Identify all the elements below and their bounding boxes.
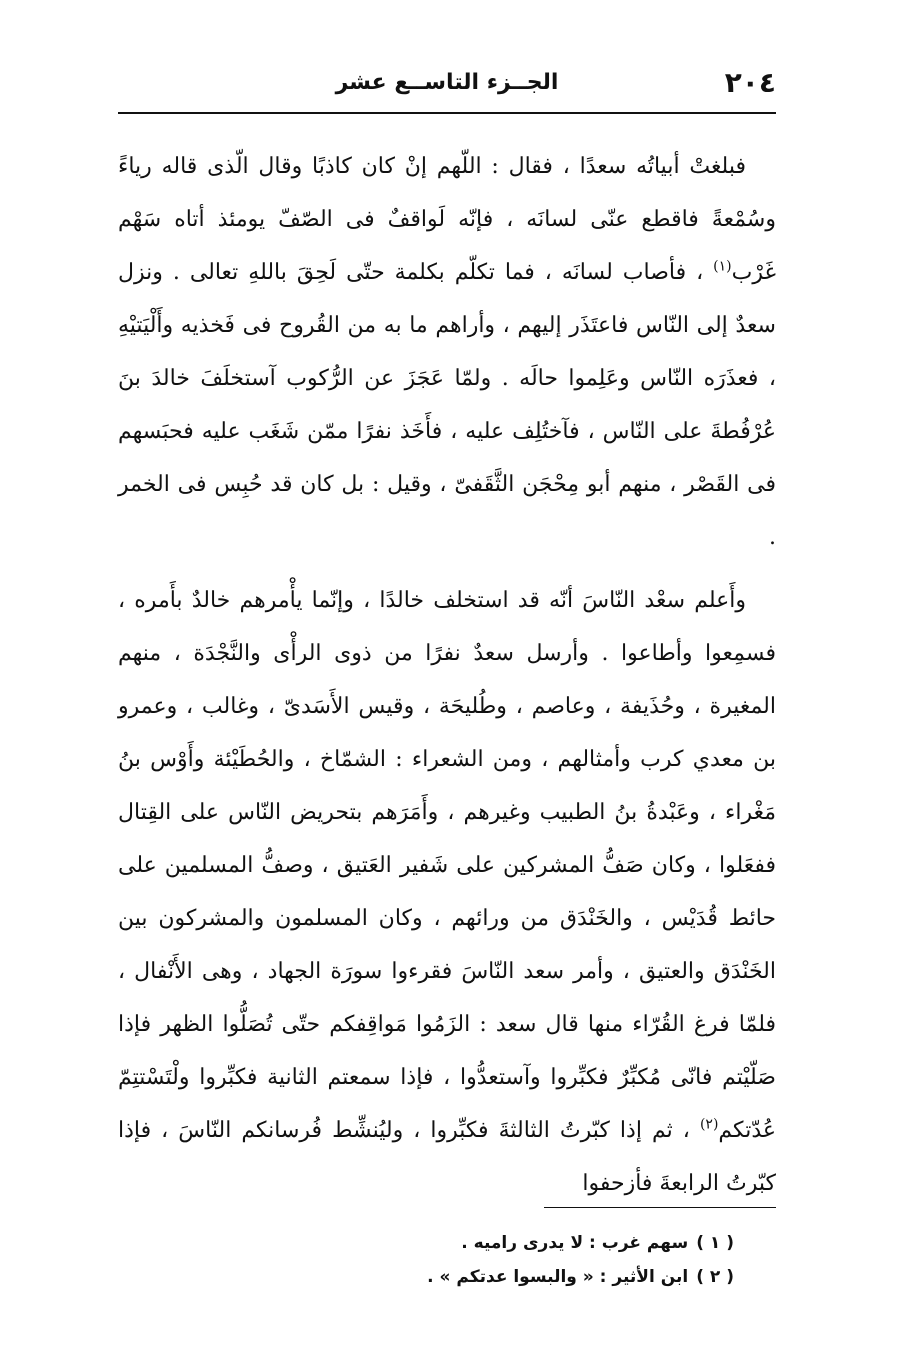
body-text [118, 140, 776, 1210]
footnote-reference: (١) [713, 258, 732, 275]
footnote-number: ( ٢ ) [696, 1267, 734, 1287]
footnote-text: ابن الأثير : « والبسوا عدتكم » . [427, 1267, 689, 1287]
footnote-divider [544, 1207, 776, 1208]
page-header [118, 60, 776, 114]
paragraph [118, 140, 776, 564]
footnote-text: سهم غرب : لا يدرى راميه . [461, 1233, 689, 1253]
footnote [174, 1260, 734, 1294]
page-number: ٢٠٤ [724, 66, 776, 99]
paragraph [118, 574, 776, 1210]
footnote [174, 1226, 734, 1260]
running-title: الجــزء التاســع عشر [335, 70, 559, 95]
paragraph-text: ، ثم إذا كبّرتُ الثالثةَ فكبِّروا ، وليُنشِّط فُرسانكم النّاسَ ، فإذا كبّرتُ الرابعةَ فأزحفوا [118, 1118, 776, 1196]
footnote-number: ( ١ ) [696, 1233, 734, 1253]
paragraph-text: وأَعلم سعْد النّاسَ أنّه قد استخلف خالدًا ، وإنّما يأْمرهم خالدٌ بأَمره ، فسمِعوا وأطاعوا . وأرسل سعدٌ نفرًا من ذوى الرأْى والنَّجْدَة ، منهم المغيرة ، وحُذَيفة ، وعاصم ، وطُليحَة ، وقيس الأَسَدىّ ، وغالب ، وعمرو بن معدي كرب وأمثالهم ، ومن الشعراء : الشمّاخ ، والحُطَيْئة وأَوْس بنُ مَغْراء ، وعَبْدةُ بنُ الطبيب وغيرهم ، وأَمَرَهم بتحريض النّاس على القِتال ففعَلوا ، وكان صَفُّ المشركين على شَفير العَتيق ، وصفُّ المسلمين على حائط قُدَيْس ، والخَنْدَق من ورائهم ، وكان المسلمون والمشركون بين الخَنْدَق والعتيق ، وأمر سعد النّاسَ فقرءوا سورَة الجهاد ، وهى الأَنْفال ، فلمّا فرغ القُرّاء منها قال سعد : الزَمُوا مَواقِفكم حتّى تُصَلُّوا الظهر فإذا صَلّيْتم فانّى مُكبِّرٌ فكبِّروا وآستعدُّوا ، فإذا سمعتم الثانية فكبِّروا ولْتَسْتتِمّ عُدّتكم [118, 588, 777, 1143]
footnotes [174, 1226, 734, 1294]
footnote-reference: (٢) [699, 1116, 719, 1133]
paragraph-text: ، فأصاب لسانَه ، فما تكلّم بكلمة حتّى لَحِقَ باللهِ تعالى . ونزل سعدٌ إلى النّاس فاعتَذَر إليهم ، وأراهم ما به من القُروح فى فَخذيه وأَلْيَتيْهِ ، فعذَرَه النّاس وعَلِموا حالَه . ولمّا عَجَزَ عن الرُّكوب آستخلَفَ خالدَ بنَ عُرْفُطةَ على النّاس ، فآختُلِف عليه ، فأَخَذ نفرًا ممّن شَغَب عليه فحبَسهم فى القَصْر ، منهم أبو مِحْجَن الثَّقَفىّ ، وقيل : بل كان قد حُبِس فى الخمر . [118, 260, 776, 550]
paragraph-text: فبلغتْ أبياتُه سعدًا ، فقال : اللّهم إنْ كان كاذبًا وقال الّذى قاله رياءً وسُمْعةً فاقطع عنّى لسانَه ، فإنّه لَواقفٌ فى الصّفّ يومئذ أتاه سَهْم غَرْب [118, 154, 776, 285]
